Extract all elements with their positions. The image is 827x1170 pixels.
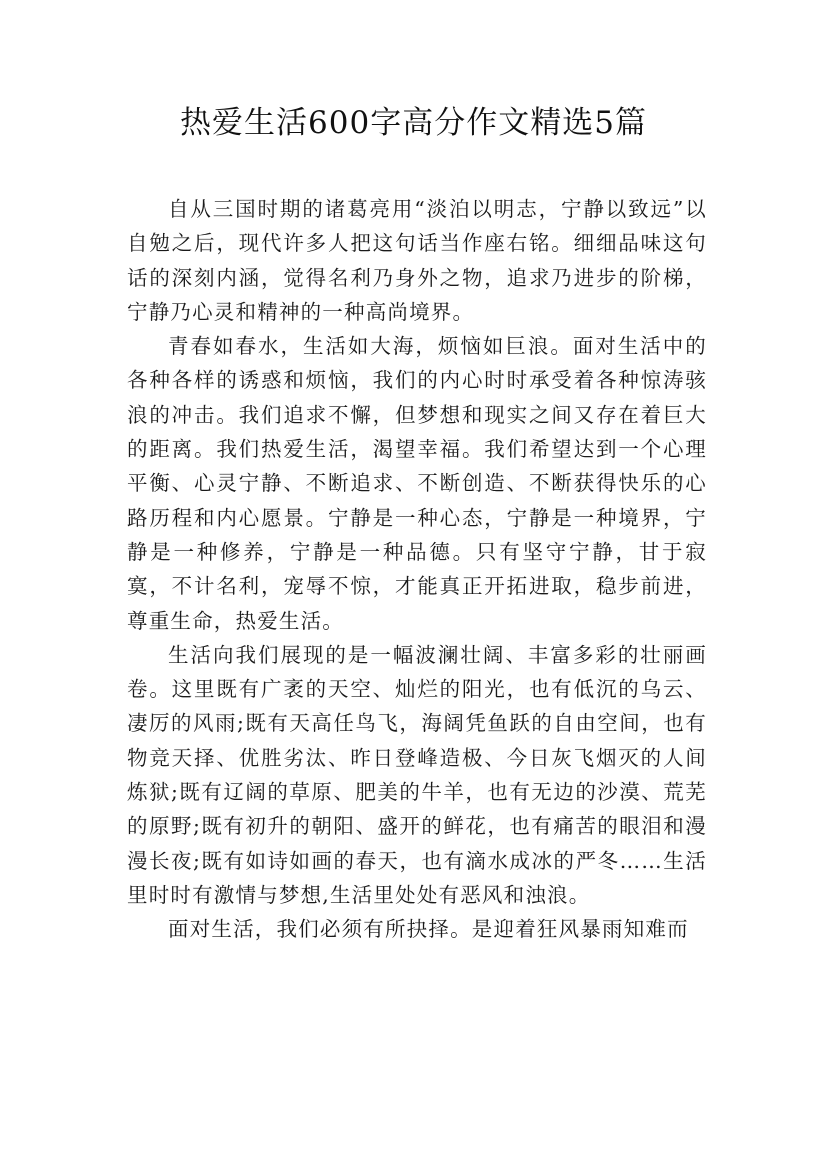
document-body [127, 192, 707, 947]
paragraph-1: 自从三国时期的诸葛亮用“淡泊以明志，宁静以致远”以自勉之后，现代许多人把这句话当作座右铭。细细品味这句话的深刻内涵，觉得名利乃身外之物，追求乃进步的阶梯，宁静乃心灵和精神的一种高尚境界。 [127, 197, 707, 324]
paragraph-2: 青春如春水，生活如大海，烦恼如巨浪。面对生活中的各种各样的诱惑和烦恼，我们的内心时时承受着各种惊涛骇浪的冲击。我们追求不懈，但梦想和现实之间又存在着巨大的距离。我们热爱生活，渴望幸福。我们希望达到一个心理平衡、心灵宁静、不断追求、不断创造、不断获得快乐的心路历程和内心愿景。宁静是一种心态，宁静是一种境界，宁静是一种修养，宁静是一种品德。只有坚守宁静，甘于寂寞，不计名利，宠辱不惊，才能真正开拓进取，稳步前进，尊重生命，热爱生活。 [127, 334, 707, 633]
paragraph-3: 生活向我们展现的是一幅波澜壮阔、丰富多彩的壮丽画卷。这里既有广袤的天空、灿烂的阳光，也有低沉的乌云、凄厉的风雨;既有天高任鸟飞，海阔凭鱼跃的自由空间，也有物竞天择、优胜劣汰、昨日登峰造极、今日灰飞烟灭的人间炼狱;既有辽阔的草原、肥美的牛羊，也有无边的沙漠、荒芜的原野;既有初升的朝阳、盛开的鲜花，也有痛苦的眼泪和漫漫长夜;既有如诗如画的春天，也有滴水成冰的严冬……生活里时时有激情与梦想,生活里处处有恶风和浊浪。 [127, 642, 707, 907]
document-title: 热爱生活600字高分作文精选5篇 [180, 105, 647, 141]
paragraph-4: 面对生活，我们必须有所抉择。是迎着狂风暴雨知难而 [168, 917, 689, 942]
